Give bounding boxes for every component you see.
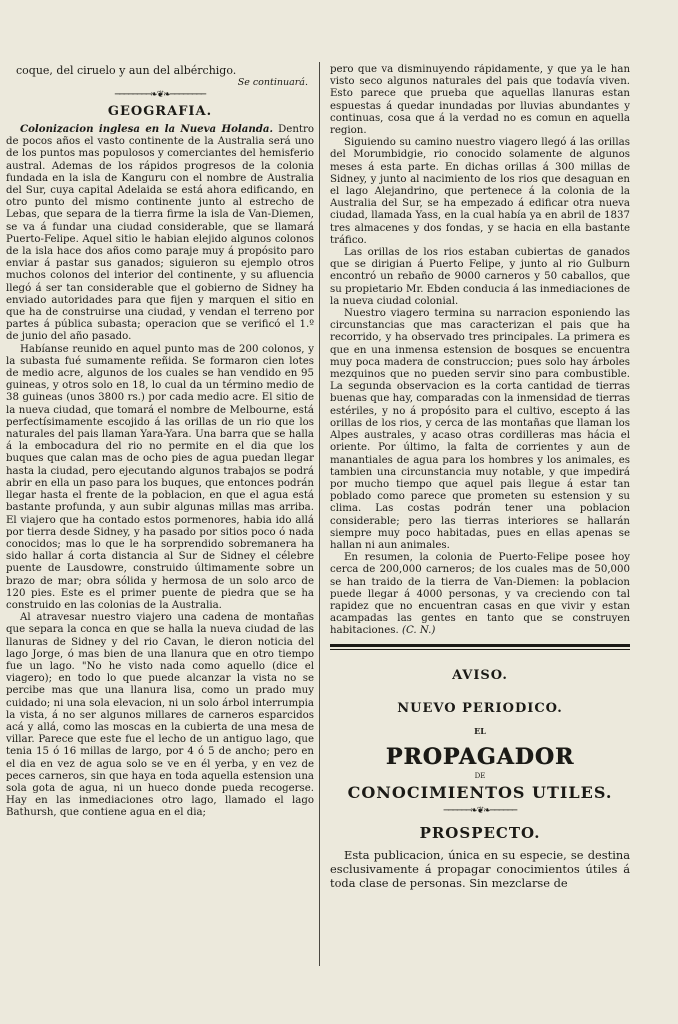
right-column xyxy=(330,64,630,890)
article-paragraph: Las orillas de los rios estaban cubiertas de ganados que se dirigian á Puerto Felipe, y junto al rio Gulburn encontró un rebaño de 9000 carneros y 50 caballos, que su propietario Mr. Ebden conducia á las inmediaciones de la nueva ciudad colonial. xyxy=(330,247,630,307)
ornament-divider: ──────❧❦❧────── xyxy=(443,805,517,816)
aviso-heading: AVISO. xyxy=(452,667,508,683)
column-divider xyxy=(319,62,320,966)
article-signature: (C. N.) xyxy=(402,625,436,637)
article-paragraph xyxy=(6,123,314,344)
conocimientos-heading: CONOCIMIENTOS UTILES. xyxy=(347,782,613,802)
continuara-note: Se continuará. xyxy=(237,77,308,88)
article-paragraph: Al atravesar nuestro viajero una cadena de montañas que separa la conca en que se halla la nueva ciudad de las llanuras de Sidney y del rio Cavan, le dieron noticia del lago Jorge, ó mas bien de una llanura que en otro tiempo fue un lago. "No he visto nada como aquello (dice el viagero); en todo lo que puede alcanzar la vista no se percibe mas que una llanura lisa, como un prado muy cuidado; ni una sola elevacion, ni un solo árbol interrumpia la vista, á no ser algunos millares de carneros esparcidos acá y allá, como las moscas en la cubierta de una mesa de villar. Parece que este fue el lecho de un antiguo lago, que tenia 15 ó 16 millas de largo, por 4 ó 5 de ancho; pero en el dia en vez de agua solo se ve en él yerba, y en vez de peces carneros, sin que haya en toda aquella estension una sola gota de agua, ni un hueco donde pueda recogerse. Hay en las inmediaciones otro lago, llamado el lago Bathursh, que contiene agua en el dia; xyxy=(6,612,314,819)
paragraph-text: En resumen, la colonia de Puerto-Felipe posee hoy cerca de 200,000 carneros; de los cuales mas de 50,000 se han traido de la tierra de Van-Diemen: la poblacion puede llegar á 4000 personas, y va creciendo con tal rapidez que no encuentran casas en que vivir y estan acampadas las gentes en tanto que se construyen habitaciones. xyxy=(330,552,630,637)
article-paragraph: Habíanse reunido en aquel punto mas de 200 colonos, y la subasta fué sumamente reñida. Se formaron cien lotes de medio acre, algunos de los cuales se han vendido en 95 guineas, y otros solo en 18, lo cual da un término medio de 38 guineas (unos 3800 rs.) por cada medio acre. El sitio de la nueva ciudad, que tomará el nombre de Melbourne, está perfectísimamente escojido á las orillas de un rio que los naturales del pais llaman Yara-Yara. Una barra que se halla á la embocadura del rio no permite en el dia que los buques que calan mas de ocho pies de agua puedan llegar hasta la ciudad, pero ejecutando algunos trabajos se podrá abrir en ella un paso para los buques, que entonces podrán llegar hasta el frente de la poblacion, en que el agua está bastante profunda, y aun subir algunas millas mas arriba. El viajero que ha contado estos pormenores, habia ido allá por tierra desde Sidney, y ha pasado por sitios poco ó nada conocidos; mas lo que le ha sorprendido sobremanera ha sido hallar á corta distancia al Sur de Sidney el célebre puente de Lausdowre, construido últimamente sobre un brazo de mar; obra sólida y hermosa de un solo arco de 120 pies. Este es el primer puente de piedra que se ha construido en las colonias de la Australia. xyxy=(6,343,314,611)
article-paragraph: Nuestro viagero termina su narracion esponiendo las circunstancias que mas caracterizan el pais que ha recorrido, y ha observado tres principales. La primera es que en una inmensa estension de bosques se encuentra muy poca madera de construccion; pues solo hay árboles mezquinos que no pueden servir sino para combustible. La segunda observacion es la corta cantidad de tierras buenas que hay, comparadas con la inmensidad de tierras estériles, y no á propósito para el cultivo, escepto á las orillas de los rios, y cerca de las montañas que llaman los Alpes australes, y acaso otras cordilleras mas hácia el oriente. Por último, la falta de corrientes y aun de manantiales de agua para los hombres y los animales, es tambien una circunstancia muy notable, y que impedirá por mucho tiempo que aquel pais llegue á estar tan poblado como parece que prometen su estension y su clima. Las costas podrán tener una poblacion considerable; pero las tierras interiores se hallarán siempre muy poco habitadas, pues en ellas apenas se hallan ni aun animales. xyxy=(330,308,630,551)
nuevo-periodico-heading: NUEVO PERIODICO. xyxy=(397,700,563,716)
ornament-divider: ────────❧❦❧──────── xyxy=(114,90,206,100)
prospecto-paragraph: Esta publicacion, única en su especie, se destina esclusivamente á propagar conocimientos útiles á toda clase de personas. Sin mezclarse de xyxy=(330,847,630,890)
paragraph-text: Dentro de pocos años el vasto continente de la Australia será uno de los puntos mas populosos y comerciantes del hemisferio austral. Ademas de los rápidos progresos de la colonia fundada en la isla de Kanguru con el nombre de Australia del Sur, cuya capital Adelaida se está ahora edificando, en otro punto del mismo continente junto al estrecho de Lebas, que separa de la tierra firme la isla de Van-Diemen, se va á fundar una ciudad considerable, que se llamará Puerto-Felipe. Aquel sitio le habian elejido algunos colonos de la isla hace dos años como paraje muy á propósito paro enviar á pastar sus ganados; siguieron su ejemplo otros muchos colonos del interior del continente, y su afluencia llegó á ser tan considerable que el gobierno de Sidney ha enviado autoridades para que fijen y marquen el sitio en que ha de construirse una ciudad, y vendan el terreno por partes á pública subasta; operacion que se verificó el 1.º de junio del año pasado. xyxy=(6,124,314,343)
article-paragraph xyxy=(330,552,630,637)
article-paragraph: Siguiendo su camino nuestro viagero llegó á las orillas del Morumbidgie, rio conocido solamente de algunos meses á esta parte. En dichas orillas á 300 millas de Sidney, y junto al nacimiento de los rios que desaguan en el lago Alejandrino, que pertenece á la colonia de la Australia del Sur, se ha empezado á edificar otra nueva ciudad, llamada Yass, en la cual había ya en abril de 1837 tres almacenes y dos fondas, y se hacia en ella bastante tráfico. xyxy=(330,137,630,246)
article-lead-title: Colonizacion inglesa en la Nueva Holanda. xyxy=(20,123,274,135)
de-heading: DE xyxy=(474,771,486,780)
article-paragraph: pero que va disminuyendo rápidamente, y que ya le han visto seco algunos naturales del pais que todavía viven. Esto parece que prueba que aquellas llanuras estan espuestas á quedar inundadas por lluvias abundantes y continuas, cosa que á la verdad no es comun en aquella region. xyxy=(330,64,630,137)
top-line: coque, del ciruelo y aun del albérchigo. xyxy=(16,64,237,77)
thick-rule xyxy=(330,644,630,647)
left-column xyxy=(6,64,314,820)
propagador-masthead: PROPAGADOR xyxy=(385,743,575,770)
prospecto-heading: PROSPECTO. xyxy=(419,823,541,842)
thin-rule xyxy=(330,649,630,650)
el-heading: EL xyxy=(474,725,486,736)
section-title-geografia: GEOGRAFIA. xyxy=(107,104,213,119)
